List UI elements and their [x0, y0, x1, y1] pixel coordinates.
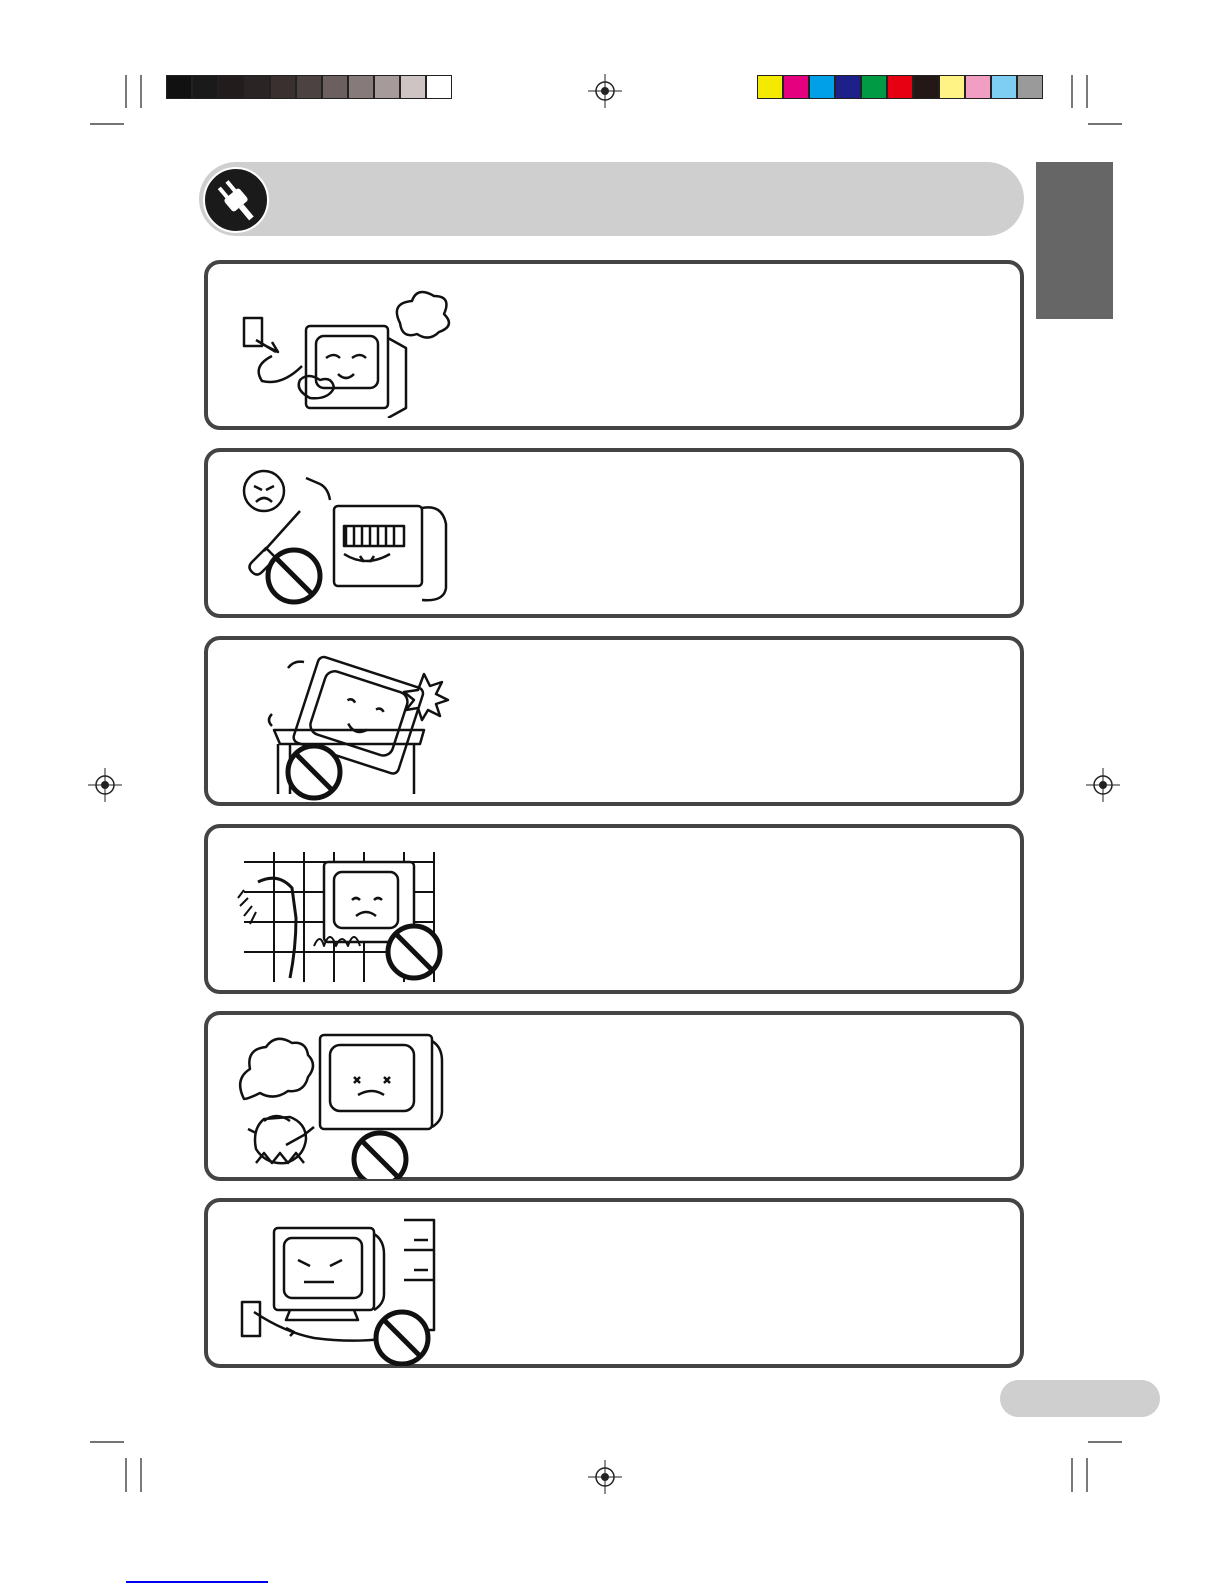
calibration-swatch [783, 75, 809, 99]
plug-icon [202, 166, 270, 234]
calibration-swatch [887, 75, 913, 99]
registration-mark-right [1086, 768, 1120, 802]
safety-card-unplug-smoke [204, 260, 1024, 430]
calibration-swatch [939, 75, 965, 99]
calibration-swatch [809, 75, 835, 99]
safety-card-unstable-stand [204, 636, 1024, 806]
calibration-swatch [757, 75, 783, 99]
calibration-swatch [218, 75, 244, 99]
calibration-swatch [913, 75, 939, 99]
tv-screwdriver-prohibited-illustration [234, 466, 454, 616]
registration-mark-top [588, 74, 622, 108]
calibration-swatch [965, 75, 991, 99]
tv-kettle-steam-prohibited-illustration [234, 1029, 454, 1179]
tv-shower-prohibited-illustration [234, 842, 454, 992]
calibration-swatch [426, 75, 452, 99]
safety-card-no-disassembly [204, 448, 1024, 618]
page-number-badge [1000, 1380, 1160, 1417]
calibration-swatch [991, 75, 1017, 99]
calibration-swatch [244, 75, 270, 99]
language-tab [1036, 162, 1113, 319]
tv-falling-prohibited-illustration [234, 654, 454, 804]
calibration-swatch [296, 75, 322, 99]
calibration-swatch [835, 75, 861, 99]
calibration-swatch [861, 75, 887, 99]
section-header-bar [199, 162, 1024, 236]
calibration-swatch [166, 75, 192, 99]
calibration-swatch [400, 75, 426, 99]
registration-mark-bottom [588, 1460, 622, 1494]
registration-mark-left [88, 768, 122, 802]
safety-card-no-steam [204, 1011, 1024, 1181]
tv-cord-prohibited-illustration [234, 1216, 454, 1366]
bottom-link-rule [126, 1581, 268, 1583]
safety-card-no-water [204, 824, 1024, 994]
calibration-swatch [374, 75, 400, 99]
calibration-swatch [270, 75, 296, 99]
tv-smoking-unplug-illustration [234, 278, 454, 418]
calibration-swatch [322, 75, 348, 99]
safety-card-cord-care [204, 1198, 1024, 1368]
calibration-swatch [192, 75, 218, 99]
calibration-swatch [1017, 75, 1043, 99]
calibration-swatch [348, 75, 374, 99]
